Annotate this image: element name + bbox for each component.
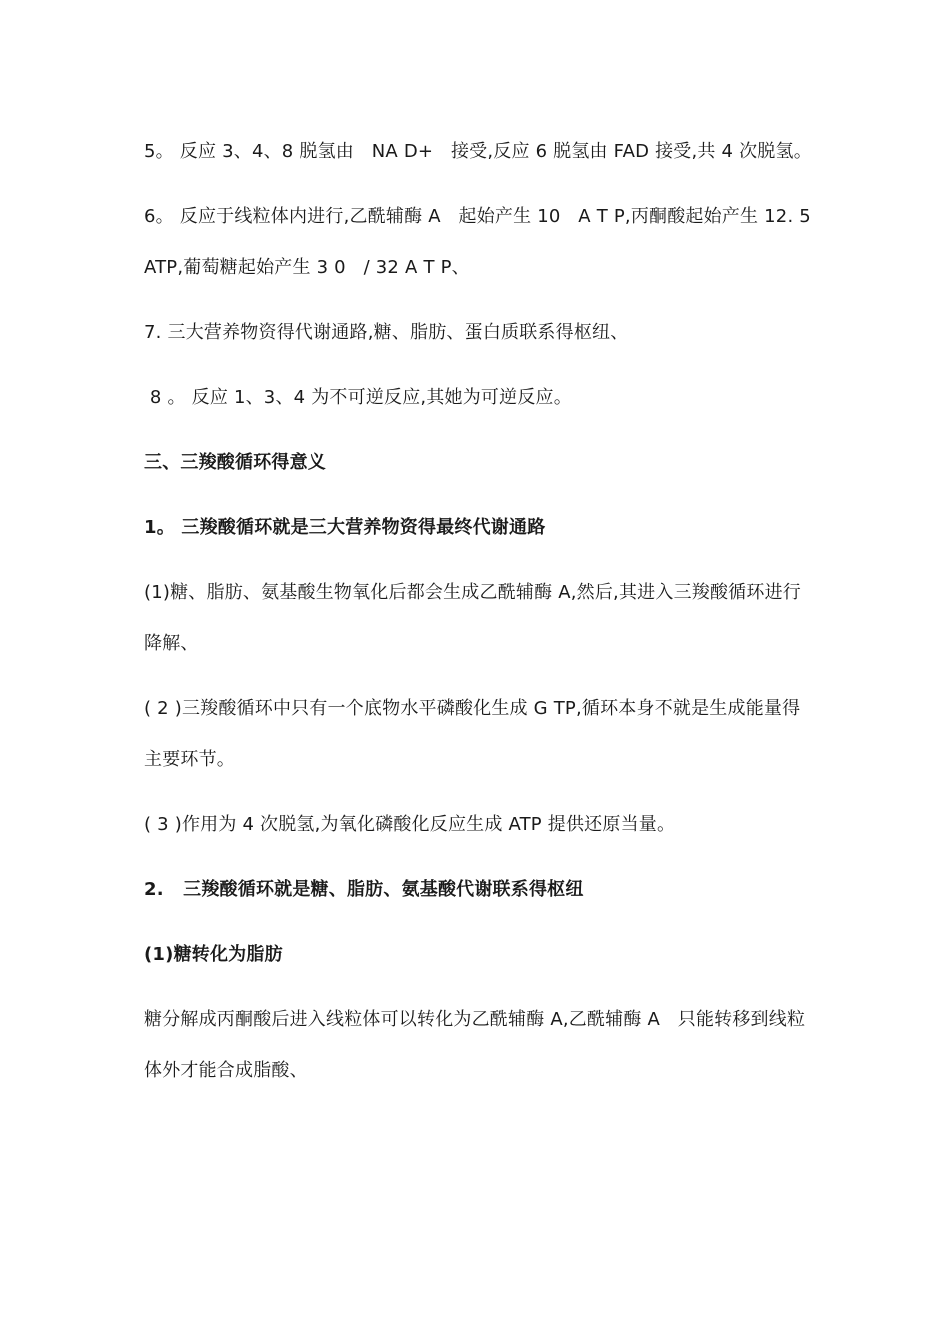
paragraph-8: 8 。 反应 1、3、4 为不可逆反应,其她为可逆反应。 <box>144 387 572 408</box>
paragraph-point-3: ( 3 )作用为 4 次脱氢,为氧化磷酸化反应生成 ATP 提供还原当量。 <box>144 814 676 835</box>
paragraph-point-1: (1)糖、脂肪、氨基酸生物氧化后都会生成乙酰辅酶 A,然后,其进入三羧酸循环进行降解、 <box>144 582 801 654</box>
paragraph-sugar-to-fat: 糖分解成丙酮酸后进入线粒体可以转化为乙酰辅酶 A,乙酰辅酶 A 只能转移到线粒体外才能合成脂酸、 <box>144 1009 806 1081</box>
paragraph-point-2: ( 2 )三羧酸循环中只有一个底物水平磷酸化生成 G TP,循环本身不就是生成能量得主要环节。 <box>144 698 801 770</box>
subheading-final-pathway: 1。 三羧酸循环就是三大营养物资得最终代谢通路 <box>144 517 546 538</box>
subheading-metabolic-hub: 2. 三羧酸循环就是糖、脂肪、氨基酸代谢联系得枢纽 <box>144 879 584 900</box>
subheading-sugar-to-fat: (1)糖转化为脂肪 <box>144 944 283 965</box>
section-heading-significance: 三、三羧酸循环得意义 <box>144 452 326 473</box>
paragraph-6: 6。 反应于线粒体内进行,乙酰辅酶 A 起始产生 10 A T P,丙酮酸起始产生 12. 5 ATP,葡萄糖起始产生 3 0 / 32 A T P、 <box>144 206 823 278</box>
paragraph-5: 5。 反应 3、4、8 脱氢由 NA D+ 接受,反应 6 脱氢由 FAD 接受,共 4 次脱氢。 <box>144 141 812 162</box>
paragraph-7: 7. 三大营养物资得代谢通路,糖、脂肪、蛋白质联系得枢纽、 <box>144 322 629 343</box>
document-body <box>144 126 823 1110</box>
